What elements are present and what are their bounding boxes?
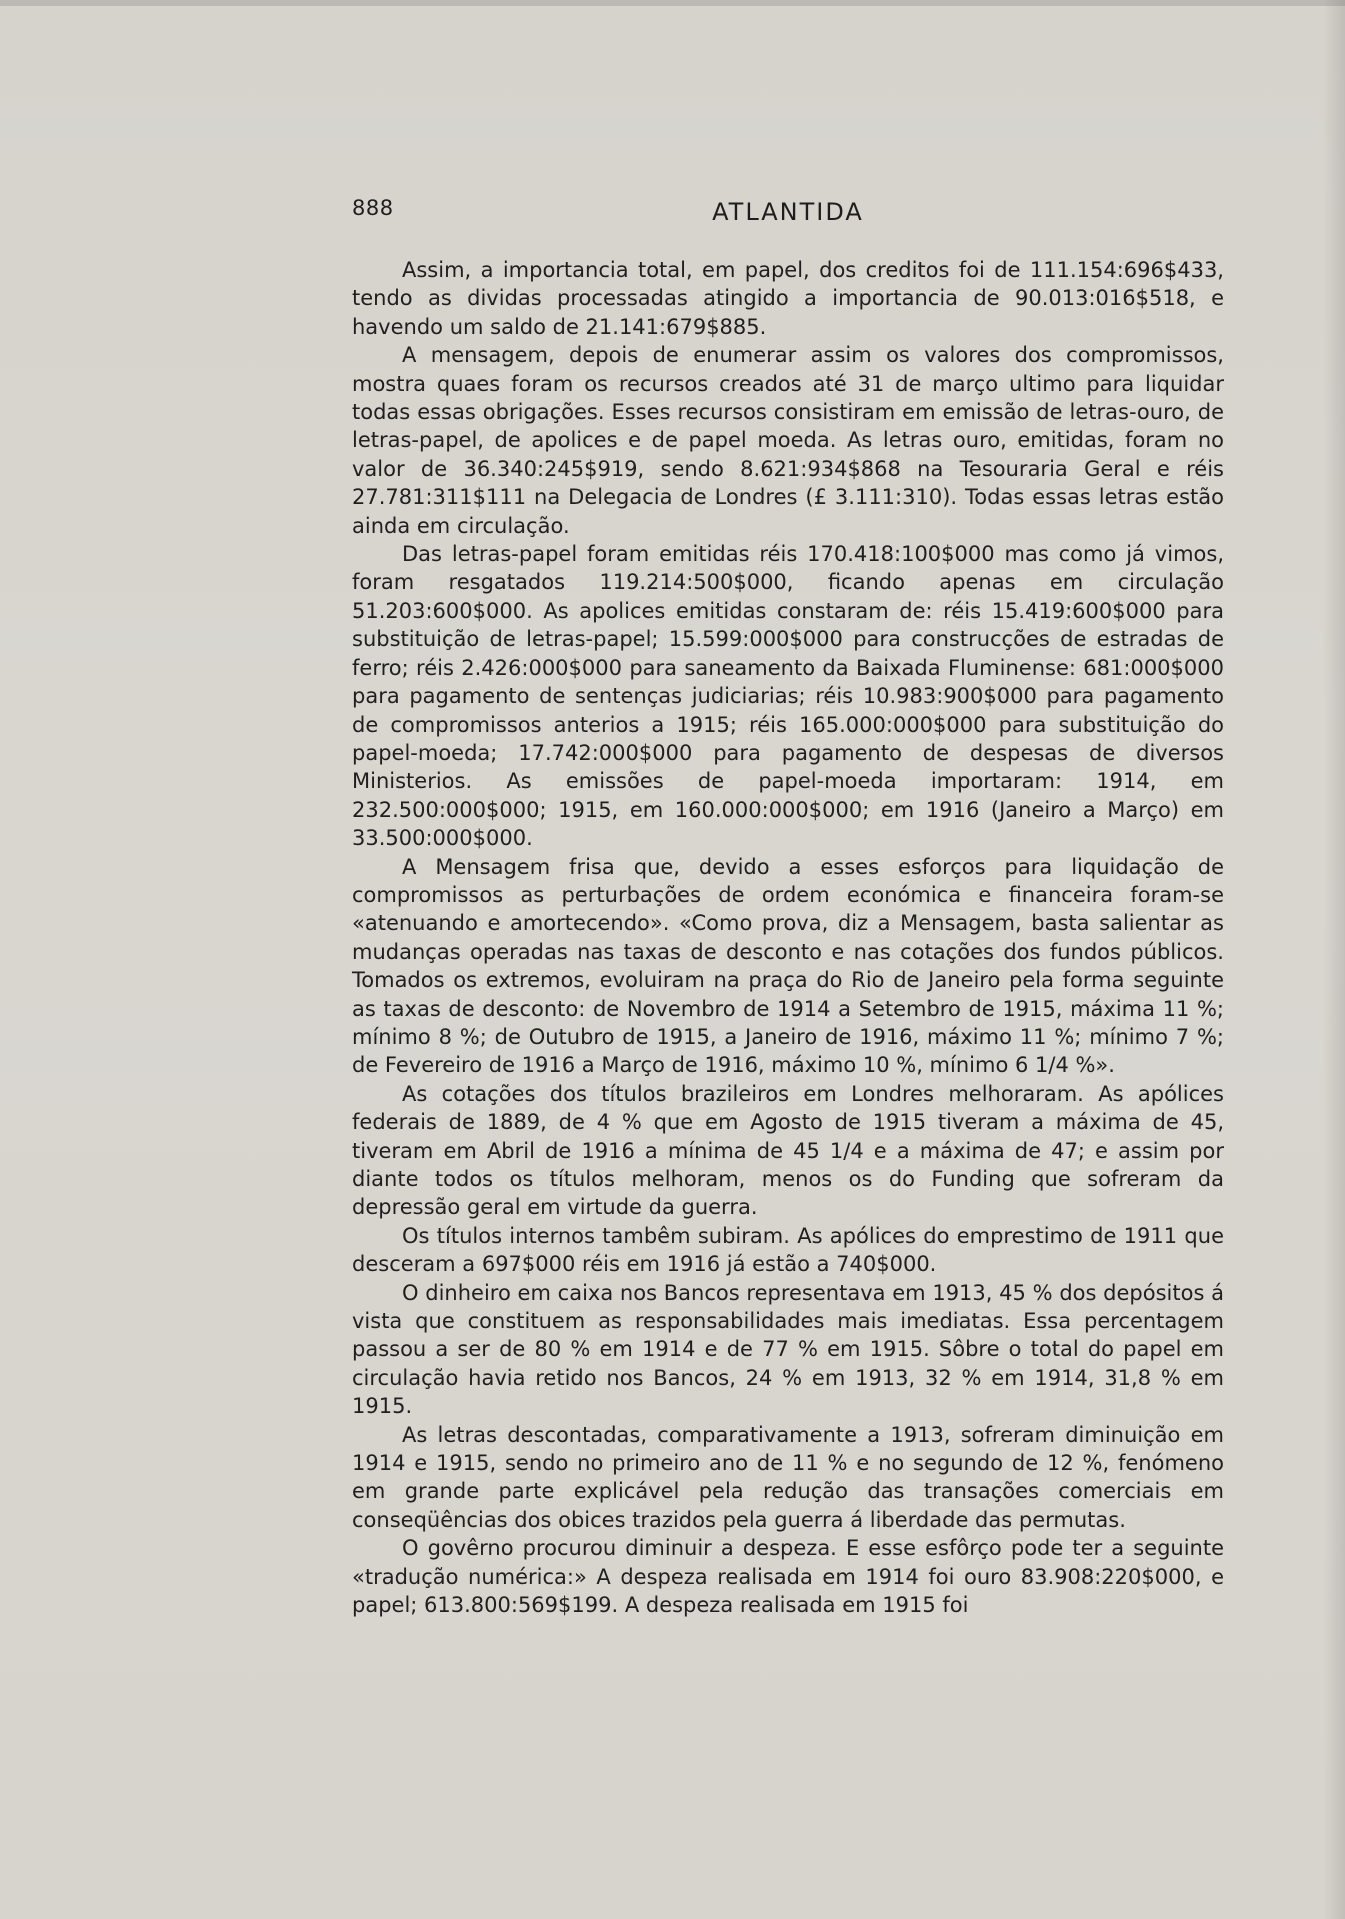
paragraph: As cotações dos títulos brazileiros em Londres melhoraram. As apólices federais de 1889, de 4 % que em Agosto de 1915 tiveram a máxima de 45, tiveram em Abril de 1916 a mínima de 45 1/4 e a máxima de 47; e assim por diante todos os títulos melhoram, menos os do Funding que sofreram da depressão geral em virtude da guerra. bbox=[352, 1081, 1224, 1220]
page-number: 888 bbox=[352, 196, 394, 220]
page-edge-top bbox=[0, 0, 1345, 6]
page-header bbox=[352, 196, 1224, 236]
paragraph: O govêrno procurou diminuir a despeza. E esse esfôrço pode ter a seguinte «tradução numérica:» A despeza realisada em 1914 foi ouro 83.908:220$000, e papel; 613.800:569$199. A despeza realisada em 1915 foi bbox=[352, 1536, 1224, 1618]
paragraph: Assim, a importancia total, em papel, dos creditos foi de 111.154:696$433, tendo as dividas processadas atingido a importancia de 90.013:016$518, e havendo um saldo de 21.141:679$885. bbox=[352, 258, 1224, 339]
paragraph: A mensagem, depois de enumerar assim os valores dos compromissos, mostra quaes foram os recursos creados até 31 de março ultimo para liquidar todas essas obrigações. Esses recursos consistiram em emissão de letras-ouro, de letras-papel, de apolices e de papel moeda. As letras ouro, emitidas, foram no valor de 36.340:245$919, sendo 8.621:934$868 na Tesouraria Geral e réis 27.781:311$111 na Delegacia de Londres (£ 3.111:310). Todas essas letras estão ainda em circulação. bbox=[352, 343, 1224, 538]
paragraph: A Mensagem frisa que, devido a esses esforços para liquidação de compromissos as perturbações de ordem económica e financeira foram-se «atenuando e amortecendo». «Como prova, diz a Mensagem, basta salientar as mudanças operadas nas taxas de desconto e nas cotações dos fundos públicos. Tomados os extremos, evoluiram na praça do Rio de Janeiro pela forma seguinte as taxas de desconto: de Novembro de 1914 a Setembro de 1915, máxima 11 %; mínimo 8 %; de Outubro de 1915, a Janeiro de 1916, máximo 11 %; mínimo 7 %; de Fevereiro de 1916 a Março de 1916, máximo 10 %, mínimo 6 1/4 %». bbox=[352, 854, 1224, 1078]
paragraph: Os títulos internos tambêm subiram. As apólices do emprestimo de 1911 que desceram a 697$000 réis em 1916 já estão a 740$000. bbox=[352, 1223, 1224, 1277]
page-edge-right bbox=[1323, 0, 1345, 1919]
paragraph: Das letras-papel foram emitidas réis 170.418:100$000 mas como já vimos, foram resgatados 119.214:500$000, ficando apenas em circulação 51.203:600$000. As apolices emitidas constaram de: réis 15.419:600$000 para substituição de letras-papel; 15.599:000$000 para construcções de estradas de ferro; réis 2.426:000$000 para saneamento da Baixada Fluminense: 681:000$000 para pagamento de sentenças judiciarias; réis 10.983:900$000 para pagamento de compromissos anterios a 1915; réis 165.000:000$000 para substituição do papel-moeda; 17.742:000$000 para pagamento de despesas de diversos Ministerios. As emissões de papel-moeda importaram: 1914, em 232.500:000$000; 1915, em 160.000:000$000; em 1916 (Janeiro a Março) em 33.500:000$000. bbox=[352, 542, 1224, 851]
paragraph: As letras descontadas, comparativamente a 1913, sofreram diminuição em 1914 e 1915, sendo no primeiro ano de 11 % e no segundo de 12 %, fenómeno em grande parte explicável pela redução das transações comerciais em conseqüências dos obices trazidos pela guerra á liberdade das permutas. bbox=[352, 1422, 1224, 1532]
running-title: ATLANTIDA bbox=[712, 198, 864, 226]
body-text bbox=[352, 256, 1224, 1620]
paragraph: O dinheiro em caixa nos Bancos representava em 1913, 45 % dos depósitos á vista que constituem as responsabilidades mais imediatas. Essa percentagem passou a ser de 80 % em 1914 e de 77 % em 1915. Sôbre o total do papel em circulação havia retido nos Bancos, 24 % em 1913, 32 % em 1914, 31,8 % em 1915. bbox=[352, 1280, 1224, 1419]
